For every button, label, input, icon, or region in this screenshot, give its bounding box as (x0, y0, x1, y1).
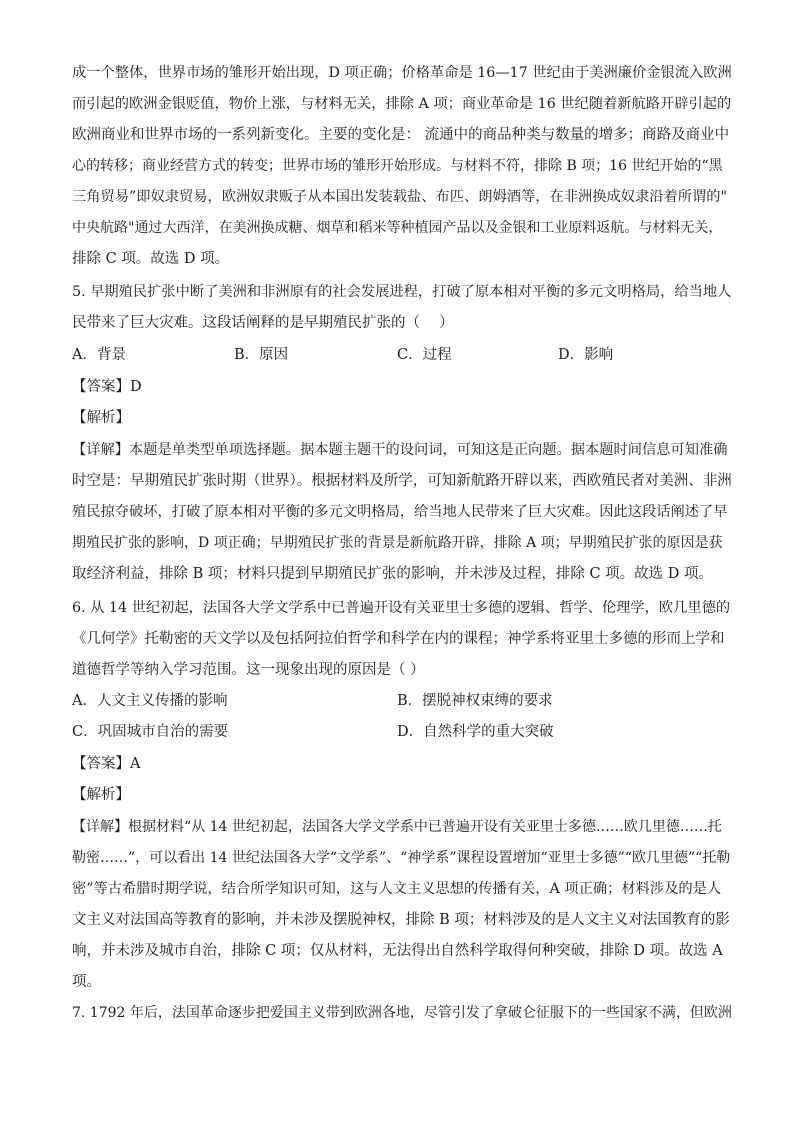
q6-analysis-label: 【解析】 (72, 787, 130, 803)
q6-detail-line: 响，并未涉及城市自治，排除 C 项；仅从材料，无法得出自然科学取得何种突破，排除 D 项。故选 A (72, 943, 723, 959)
q6-detail-line: 勒密……”，可以看出 14 世纪法国各大学“文学系”、“神学系”课程设置增加“亚里士多德”“欧几里德”“托勒 (72, 850, 731, 866)
q5-detail-line: 期殖民扩张的影响，D 项正确；早期殖民扩张的背景是新航路开辟，排除 A 项；早期殖民扩张的原因是获 (72, 535, 723, 551)
q4-analysis-line: 排除 C 项。故选 D 项。 (72, 251, 230, 267)
q6-stem-line: 《几何学》托勒密的天文学以及包括阿拉伯哲学和科学在内的课程；神学系将亚里士多德的形而上学和 (72, 631, 725, 647)
q4-analysis-line: 三角贸易”即奴隶贸易，欧洲奴隶贩子从本国出发装载盐、布匹、朗姆酒等，在非洲换成奴隶沿着所谓的" (72, 189, 728, 205)
answer-label: 【答案】 (72, 379, 130, 395)
q6-option-a: A．人文主义传播的影响 (72, 693, 228, 709)
q5-option-a: A．背景 (72, 347, 126, 363)
q6-option-c: C．巩固城市自治的需要 (72, 724, 229, 740)
q4-analysis-line: 成一个整体，世界市场的雏形开始出现，D 项正确；价格革命是 16—17 世纪由于美洲廉价金银流入欧洲 (72, 65, 732, 81)
q4-analysis-line: 中央航路"通过大西洋，在美洲换成糖、烟草和稻米等种植园产品以及金银和工业原料返航。与材料无关， (72, 220, 723, 236)
q6-detail-line: 项。 (72, 974, 101, 990)
q6-answer (72, 754, 732, 774)
q5-detail-line: 时空是：早期殖民扩张时期（世界）。根据材料及所学，可知新航路开辟以来，西欧殖民者对美洲、非洲 (72, 473, 732, 489)
q7-stem-line: 7. 1792 年后，法国革命逐步把爱国主义带到欧洲各地，尽管引发了拿破仑征服下的一些国家不满，但欧洲 (72, 1005, 732, 1021)
q6-stem-line: 道德哲学等纳入学习范围。这一现象出现的原因是（ ） (72, 662, 425, 678)
q5-option-d: D．影响 (558, 347, 614, 363)
q4-analysis-line: 欧洲商业和世界市场的一系列新变化。主要的变化是： 流通中的商品种类与数量的增多；商路及商业中 (72, 127, 730, 143)
q6-detail-line: 文主义对法国高等教育的影响，并未涉及摆脱神权，排除 B 项；材料涉及的是人文主义对法国教育的影 (72, 912, 730, 928)
q5-option-c: C．过程 (397, 347, 452, 363)
q5-detail-line: 取经济利益，排除 B 项；材料只提到早期殖民扩张的影响，并未涉及过程，排除 C 项。故选 D 项。 (72, 566, 714, 582)
q6-option-d: D．自然科学的重大突破 (397, 724, 554, 740)
q6-detail-line: 【详解】根据材料“从 14 世纪初起，法国各大学文学系中已普遍开设有关亚里士多德……欧几里德……托 (72, 819, 722, 835)
q6-option-b: B．摆脱神权束缚的要求 (397, 693, 553, 709)
q5-answer (72, 377, 732, 397)
q4-analysis-line: 而引起的欧洲金银贬值，物价上涨，与材料无关，排除 A 项；商业革命是 16 世纪随着新航路开辟引起的 (72, 96, 732, 112)
q5-option-b: B．原因 (234, 347, 289, 363)
q5-detail-line: 【详解】本题是单类型单项选择题。据本题主题干的设问词，可知这是正向题。据本题时间信息可知准确 (72, 442, 728, 458)
answer-value: D (130, 379, 142, 395)
q5-stem-line: 民带来了巨大灾难。这段话阐释的是早期殖民扩张的（ ） (72, 315, 454, 331)
q5-analysis-label: 【解析】 (72, 410, 130, 426)
q6-stem-line: 6. 从 14 世纪初起，法国各大学文学系中已普遍开设有关亚里士多德的逻辑、哲学、伦理学，欧几里德的 (72, 600, 731, 616)
q5-detail-line: 殖民掠夺破坏，打破了原本相对平衡的多元文明格局，给当地人民带来了巨大灾难。因此这段话阐述了早 (72, 504, 728, 520)
q6-detail-line: 密”等古希腊时期学说，结合所学知识可知，这与人文主义思想的传播有关，A 项正确；材料涉及的是人 (72, 881, 722, 897)
answer-label: 【答案】 (72, 756, 130, 772)
q4-analysis-line: 心的转移；商业经营方式的转变；世界市场的雏形开始形成。与材料不符，排除 B 项；16 世纪开始的“黑 (72, 158, 723, 174)
q5-stem-line: 5. 早期殖民扩张中断了美洲和非洲原有的社会发展进程，打破了原本相对平衡的多元文明格局，给当地人 (72, 284, 732, 300)
answer-value: A (130, 756, 141, 772)
